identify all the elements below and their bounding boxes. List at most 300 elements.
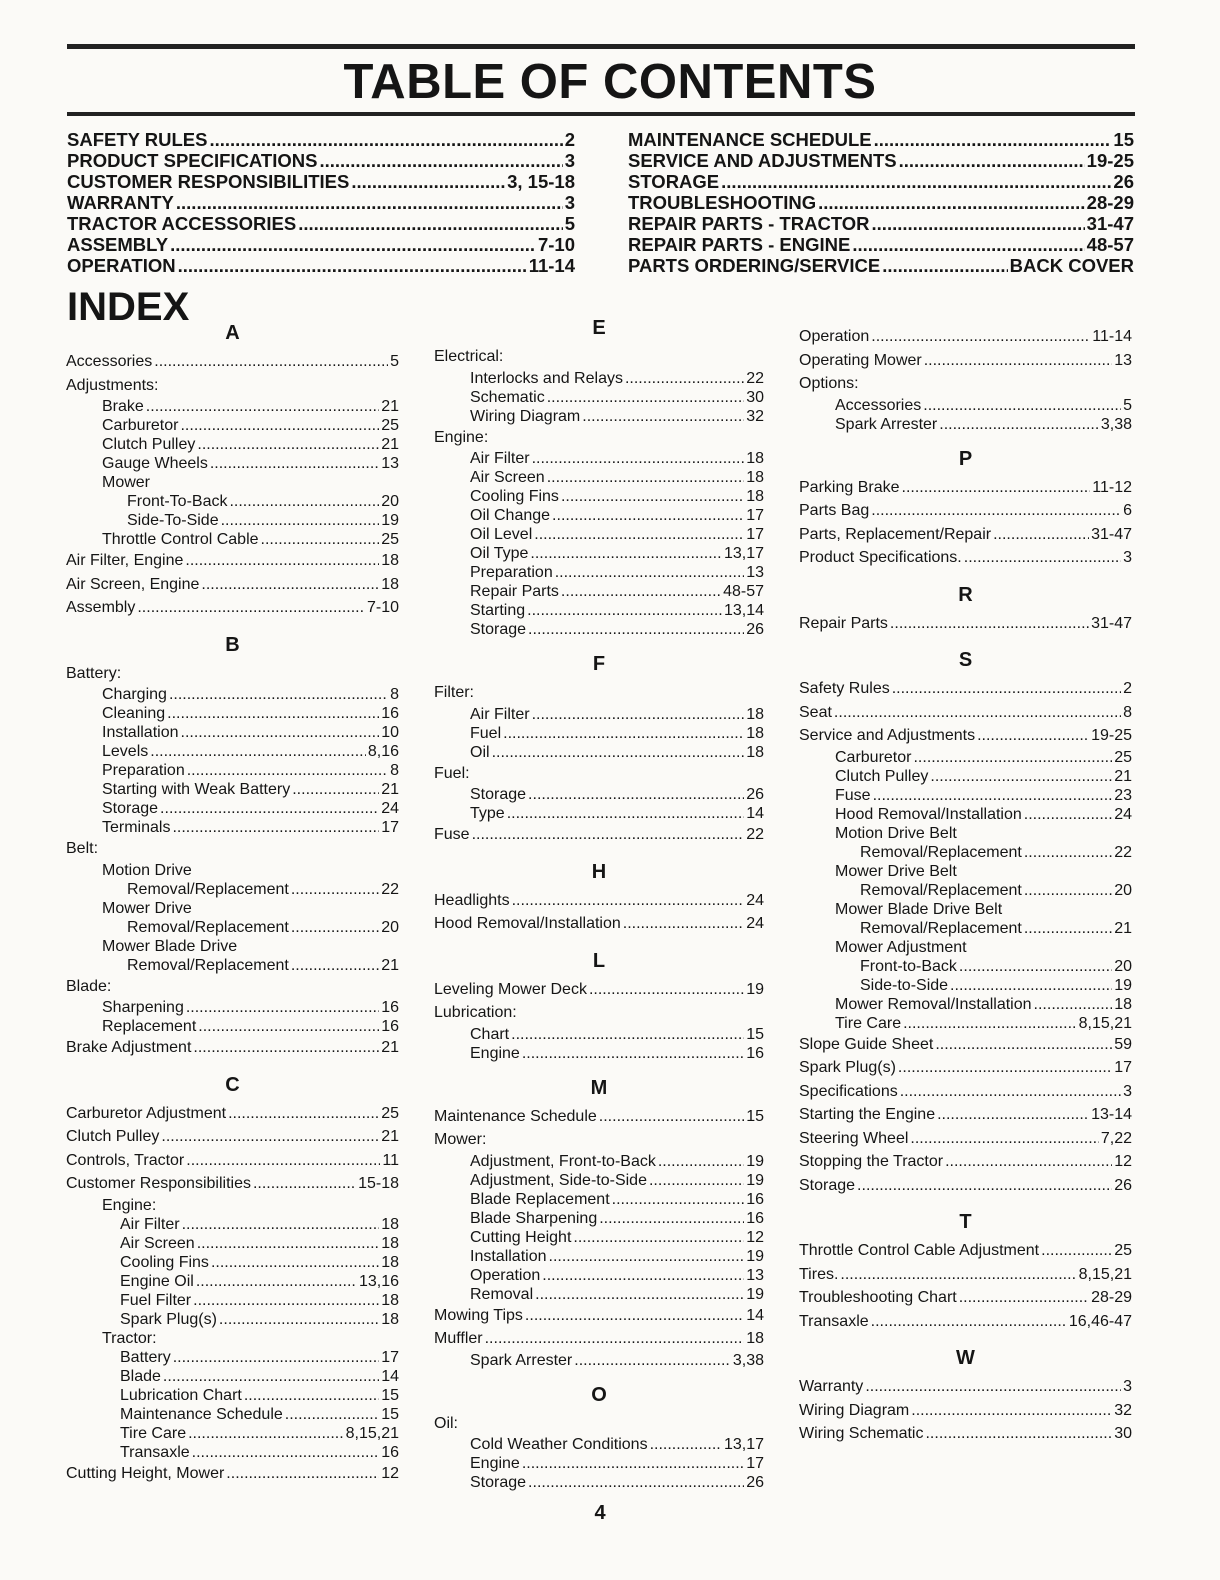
index-entry-page: 7-10 [366, 599, 399, 616]
index-entry [66, 1215, 399, 1234]
index-entry-label: Mower Blade Drive [102, 937, 238, 955]
index-entry-label: Transaxle [120, 1443, 190, 1461]
index-entry-label: Options: [799, 375, 859, 392]
toc-entry [67, 150, 575, 171]
index-entry-label: Storage [470, 621, 527, 638]
index-entry-label: Storage [470, 1474, 527, 1491]
index-entry-page: 14 [746, 1306, 764, 1324]
index-entry-label: Spark Plug(s) [799, 1059, 896, 1076]
index-entry-label: Replacement [102, 1018, 197, 1035]
dot-leader [573, 1228, 744, 1247]
index-entry-label: Cutting Height, Mower [66, 1464, 225, 1482]
index-entry [434, 1412, 764, 1436]
toc-entry [628, 129, 1134, 150]
dot-leader [1024, 919, 1112, 938]
index-entry-label: Adjustment, Side-to-Side [470, 1171, 647, 1189]
index-entry [66, 1443, 399, 1462]
dot-leader [1034, 995, 1113, 1014]
index-entry [799, 372, 1132, 396]
dot-leader [528, 1473, 744, 1492]
index-entry [799, 1056, 1132, 1080]
toc-entry [628, 150, 1134, 171]
index-entry-page: 13,17 [723, 545, 764, 562]
dot-leader [649, 1171, 744, 1190]
index-entry [799, 976, 1132, 995]
index-entry-label: Operation [470, 1266, 541, 1284]
dot-leader [291, 880, 379, 899]
dot-leader [882, 255, 1007, 276]
dot-leader [167, 704, 379, 723]
dot-leader [196, 1272, 357, 1291]
dot-leader [160, 799, 379, 818]
index-entry [799, 1033, 1132, 1057]
index-entry [434, 724, 764, 743]
index-entry-label: Throttle Control Cable Adjustment [799, 1242, 1040, 1259]
dot-leader [532, 705, 745, 724]
spacer [434, 936, 764, 951]
index-entry [66, 1310, 399, 1329]
index-entry-page: 15 [746, 1107, 764, 1125]
index-entry-label: Repair Parts [470, 583, 559, 600]
dot-leader [599, 1209, 744, 1228]
dot-leader [228, 1102, 379, 1126]
spacer [66, 655, 399, 662]
index-entry-label: Blade Replacement [470, 1190, 610, 1208]
toc-entry-page: 26 [1113, 171, 1134, 192]
dot-leader [871, 499, 1121, 523]
index-entry-label: Removal/Replacement [860, 881, 1022, 899]
index-entry-label: Fuse [434, 826, 470, 843]
index-entry [799, 1310, 1132, 1334]
index-entry-page: 18 [746, 743, 764, 761]
index-entry [66, 818, 399, 837]
toc-entry-label: STORAGE [628, 171, 720, 192]
index-entry-label: Controls, Tractor [66, 1151, 185, 1169]
index-entry [799, 900, 1132, 919]
dot-leader [186, 998, 379, 1017]
dot-leader [721, 171, 1111, 192]
toc-entry-page: 48-57 [1086, 234, 1134, 255]
index-entry [434, 407, 764, 426]
spacer [66, 620, 399, 635]
index-entry-page: 8 [1123, 703, 1132, 721]
index-entry-label: Cleaning [102, 705, 166, 722]
dot-leader [532, 449, 745, 468]
index-entry [66, 742, 399, 761]
index-entry-page: 16,46-47 [1068, 1312, 1132, 1330]
dot-leader [840, 1263, 1076, 1287]
index-entry [434, 468, 764, 487]
index-entry-label: Seat [799, 703, 832, 721]
dot-leader [161, 1125, 379, 1149]
index-entry [799, 1239, 1132, 1263]
dot-leader [892, 677, 1121, 701]
dot-leader [959, 1286, 1089, 1310]
index-entry-label: Leveling Mower Deck [434, 980, 587, 998]
index-entry-label: Blade [120, 1367, 161, 1385]
index-entry-label: Air Screen, Engine [66, 575, 200, 593]
dot-leader [589, 978, 744, 1002]
index-entry [434, 345, 764, 369]
index-entry-label: Removal/Replacement [127, 956, 289, 974]
index-entry-page: 3,38 [1100, 415, 1132, 433]
index-entry-label: Cutting Height [470, 1228, 572, 1246]
dot-leader [623, 912, 744, 936]
toc-entry [67, 255, 575, 276]
index-entry [66, 1272, 399, 1291]
spacer [799, 1197, 1132, 1212]
dot-leader [612, 1190, 745, 1209]
index-entry-page: 7,22 [1100, 1129, 1132, 1147]
spacer [799, 1333, 1132, 1348]
index-entry-page: 14 [746, 805, 764, 822]
index-entry-page: 18 [746, 450, 764, 467]
dot-leader [181, 723, 380, 742]
dot-leader [913, 748, 1112, 767]
index-letter-heading: P [958, 447, 973, 470]
dot-leader [1041, 1239, 1112, 1263]
dot-leader [528, 785, 744, 804]
index-entry-page: 13 [1114, 351, 1132, 369]
index-entry [66, 799, 399, 818]
index-entry [66, 511, 399, 530]
index-entry-page: 8 [390, 762, 399, 779]
index-entry [434, 1454, 764, 1473]
toc-entry-label: TROUBLESHOOTING [628, 192, 817, 213]
index-entry-page: 16 [381, 705, 399, 722]
index-entry-page: 13,17 [723, 1436, 764, 1453]
index-entry-page: 18 [746, 1330, 764, 1347]
index-entry [799, 938, 1132, 957]
dot-leader [993, 523, 1089, 547]
index-entry [434, 1001, 764, 1025]
index-entry [434, 1128, 764, 1152]
dot-leader [229, 492, 379, 511]
toc-entry-page: 31-47 [1086, 213, 1134, 234]
index-entry [799, 701, 1132, 725]
index-entry-label: Engine [470, 1044, 520, 1062]
index-entry [434, 620, 764, 639]
index-entry-page: 8,15,21 [1078, 1014, 1132, 1032]
dot-leader [874, 129, 1112, 150]
dot-leader [857, 1174, 1112, 1198]
index-entry-label: Accessories [835, 396, 922, 414]
dot-leader [211, 1253, 379, 1272]
index-entry [434, 582, 764, 601]
dot-leader [261, 530, 380, 549]
index-entry [66, 454, 399, 473]
spacer [434, 338, 764, 345]
index-entry-label: Oil Level [470, 526, 533, 543]
index-entry-label: Starting the Engine [799, 1106, 936, 1123]
index-entry-label: Belt: [66, 840, 99, 857]
index-letter-heading: A [225, 322, 240, 344]
index-letter-heading: H [591, 860, 607, 883]
toc-entry [628, 171, 1134, 192]
toc-entry-page: 3, 15-18 [507, 171, 575, 192]
page-title: TABLE OF CONTENTS [343, 55, 877, 109]
index-entry [66, 1386, 399, 1405]
dot-leader [198, 1017, 379, 1036]
dot-leader [964, 546, 1121, 570]
index-entry [799, 1080, 1132, 1104]
index-entry-label: Cooling Fins [120, 1253, 209, 1271]
index-entry-page: 19 [746, 1285, 764, 1303]
index-entry [66, 350, 399, 374]
index-entry-page: 2 [1123, 680, 1132, 697]
index-letter-heading: S [958, 649, 973, 671]
index-entry-page: 19 [746, 1171, 764, 1189]
index-entry [434, 1105, 764, 1129]
index-entry [66, 596, 399, 620]
dot-leader [552, 506, 744, 525]
index-entry [66, 473, 399, 492]
index-entry-label: Spark Arrester [470, 1351, 573, 1369]
index-letter-heading: B [225, 633, 240, 656]
index-entry-label: Steering Wheel [799, 1129, 909, 1147]
index-entry [66, 1329, 399, 1348]
index-entry-label: Muffler [434, 1330, 483, 1347]
index-entry [66, 549, 399, 573]
toc-entry [67, 129, 575, 150]
index-entry [66, 880, 399, 899]
index-letter-heading: L [592, 949, 606, 972]
index-entry [799, 396, 1132, 415]
index-entry [799, 919, 1132, 938]
index-entry-label: Clutch Pulley [102, 436, 196, 453]
index-entry [434, 804, 764, 823]
dot-leader [527, 601, 722, 620]
index-entry-page: 16 [746, 1190, 764, 1208]
index-entry [799, 1422, 1132, 1446]
index-entry-page: 15-18 [358, 1175, 399, 1192]
index-heading: INDEX [67, 285, 190, 329]
toc-entry-label: PRODUCT SPECIFICATIONS [67, 150, 318, 171]
toc-entry-label: REPAIR PARTS - TRACTOR [628, 213, 870, 234]
dot-leader [658, 1152, 744, 1171]
index-entry-page: 17 [746, 507, 764, 524]
index-entry-page: 13 [746, 564, 764, 581]
index-entry [799, 325, 1132, 349]
dot-leader [834, 701, 1121, 725]
dot-leader [890, 612, 1089, 636]
dot-leader [852, 234, 1084, 255]
index-entry [799, 612, 1132, 636]
dot-leader [285, 1405, 379, 1424]
index-entry [434, 681, 764, 705]
index-entry-label: Oil: [434, 1414, 458, 1432]
index-entry [799, 1103, 1132, 1127]
dot-leader [902, 476, 1091, 500]
dot-leader [292, 780, 379, 799]
index-entry-page: 13 [381, 455, 399, 472]
index-entry-label: Installation [102, 724, 179, 741]
index-entry [66, 1348, 399, 1367]
index-entry-page: 20 [381, 493, 399, 510]
index-entry [799, 1127, 1132, 1151]
dot-leader [899, 150, 1085, 171]
index-entry-label: Spark Arrester [835, 415, 938, 433]
index-column-3 [799, 325, 1132, 1446]
dot-leader [291, 918, 379, 937]
index-entry-page: 12 [746, 1228, 764, 1246]
spacer [799, 469, 1132, 476]
spacer [434, 971, 764, 978]
dot-leader [959, 957, 1112, 976]
index-entry [434, 544, 764, 563]
index-entry-label: Oil Type [470, 545, 529, 562]
index-entry-label: Fuel Filter [120, 1291, 192, 1309]
index-entry [66, 998, 399, 1017]
toc-entry-label: OPERATION [67, 255, 176, 276]
dot-leader [555, 563, 744, 582]
dot-leader [197, 435, 379, 454]
index-entry-label: Tractor: [102, 1329, 157, 1347]
index-entry-page: 22 [381, 880, 399, 898]
dot-leader [872, 213, 1085, 234]
index-entry-label: Stopping the Tractor [799, 1153, 944, 1170]
index-entry-label: Air Filter [470, 705, 530, 723]
index-entry-label: Fuel: [434, 764, 470, 782]
index-entry [434, 1247, 764, 1266]
index-entry-page: 15 [381, 1386, 399, 1404]
spacer [434, 1063, 764, 1078]
dot-leader [209, 129, 562, 150]
index-entry [799, 415, 1132, 434]
index-entry-label: Engine Oil [120, 1272, 194, 1290]
dot-leader [522, 1044, 744, 1063]
spacer [799, 605, 1132, 612]
index-entry-page: 20 [1114, 881, 1132, 899]
index-entry-page: 8,15,21 [345, 1424, 399, 1442]
index-column-1 [66, 323, 399, 1485]
dot-leader [871, 1310, 1067, 1334]
dot-leader [492, 743, 745, 762]
index-entry-page: 21 [381, 398, 399, 415]
index-entry-label: Cooling Fins [470, 488, 559, 505]
index-entry-page: 15 [746, 1025, 764, 1043]
index-entry [434, 823, 764, 847]
index-entry-page: 31-47 [1091, 525, 1132, 543]
dot-leader [192, 1443, 380, 1462]
index-entry-label: Battery: [66, 664, 122, 682]
dot-leader [180, 416, 379, 435]
index-entry-label: Mower Removal/Installation [835, 995, 1032, 1013]
index-entry-page: 25 [381, 417, 399, 434]
index-entry-label: Preparation [102, 762, 185, 779]
title-rule [67, 112, 1135, 116]
index-entry-page: 18 [746, 488, 764, 505]
index-entry [66, 1291, 399, 1310]
index-entry-label: Wiring Schematic [799, 1425, 924, 1442]
spacer [434, 882, 764, 889]
index-entry [434, 1171, 764, 1190]
index-entry [66, 1149, 399, 1173]
index-entry-label: Starting [470, 602, 526, 619]
index-entry-label: Interlocks and Relays [470, 369, 623, 387]
index-entry-label: Side-to-Side [860, 976, 949, 994]
index-entry-page: 17 [1114, 1059, 1132, 1076]
index-entry-label: Spark Plug(s) [120, 1310, 217, 1328]
index-entry [799, 1375, 1132, 1399]
spacer [799, 570, 1132, 585]
index-entry [799, 824, 1132, 843]
index-entry-label: Wiring Diagram [799, 1401, 910, 1419]
index-entry [66, 492, 399, 511]
index-entry-page: 22 [1114, 843, 1132, 861]
dot-leader [900, 1080, 1121, 1104]
dot-leader [503, 724, 744, 743]
dot-leader [818, 192, 1085, 213]
dot-leader [522, 1454, 744, 1473]
index-entry-label: Air Filter [120, 1215, 180, 1233]
index-entry-page: 16 [381, 1018, 399, 1035]
index-entry [434, 487, 764, 506]
index-entry [66, 1172, 399, 1196]
index-entry-page: 12 [381, 1464, 399, 1482]
dot-leader [137, 596, 365, 620]
index-entry [434, 525, 764, 544]
index-letter-heading: F [592, 653, 606, 675]
index-entry-page: 20 [1114, 957, 1132, 975]
index-entry-label: Type [470, 805, 505, 822]
index-entry-page: 23 [1114, 786, 1132, 804]
index-entry [66, 1036, 399, 1060]
spacer [799, 1368, 1132, 1375]
index-entry-label: Removal [470, 1285, 534, 1303]
index-entry-page: 17 [746, 526, 764, 543]
index-entry [66, 374, 399, 398]
toc-entry-page: 3 [564, 150, 575, 171]
dot-leader [154, 350, 388, 374]
spacer [434, 1370, 764, 1385]
index-entry-page: 18 [381, 1253, 399, 1271]
index-entry-page: 19 [381, 512, 399, 529]
index-entry [434, 743, 764, 762]
dot-leader [574, 1351, 731, 1370]
index-entry [66, 1102, 399, 1126]
index-entry [66, 861, 399, 880]
dot-leader [549, 1247, 745, 1266]
index-entry-page: 20 [381, 918, 399, 936]
dot-leader [937, 1103, 1089, 1127]
dot-leader [582, 407, 744, 426]
index-entry-label: Mower Drive Belt [835, 862, 957, 880]
index-entry-page: 22 [746, 826, 764, 843]
index-entry-label: Operation [799, 328, 870, 345]
dot-leader [226, 1462, 379, 1486]
spacer [66, 1060, 399, 1075]
index-entry-label: Specifications [799, 1082, 898, 1100]
index-entry [66, 397, 399, 416]
index-entry [799, 1286, 1132, 1310]
dot-leader [172, 818, 379, 837]
index-entry [799, 1014, 1132, 1033]
index-entry-label: Preparation [470, 564, 553, 581]
dot-leader [187, 761, 388, 780]
toc-entry [628, 234, 1134, 255]
index-entry [434, 1351, 764, 1370]
index-entry-label: Hood Removal/Installation [434, 915, 621, 932]
dot-leader [201, 573, 379, 597]
index-entry [66, 780, 399, 799]
index-entry [66, 1125, 399, 1149]
index-entry [799, 843, 1132, 862]
index-entry [434, 705, 764, 724]
index-entry-label: Repair Parts [799, 614, 888, 632]
index-column-2 [434, 318, 764, 1492]
index-entry [434, 388, 764, 407]
